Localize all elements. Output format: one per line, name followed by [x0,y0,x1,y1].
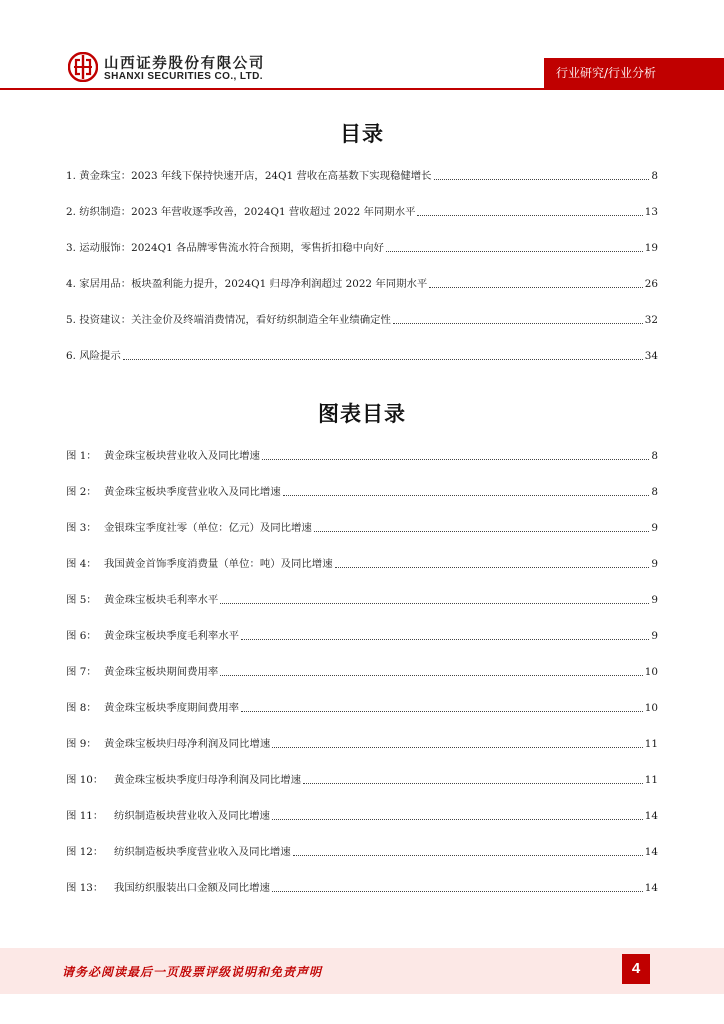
toc-item[interactable] [66,307,658,327]
figure-item[interactable] [66,659,658,679]
figure-number: 图 9： [66,738,97,750]
leader-dots [293,854,643,856]
figure-item[interactable] [66,587,658,607]
figure-item-page: 10 [644,702,658,714]
figure-item-page: 14 [644,810,658,822]
toc-item-text: 3. 运动服饰：2024Q1 各品牌零售流水符合预期，零售折扣稳中向好 [66,242,384,254]
page-footer [0,948,724,994]
figure-item-page: 9 [651,558,658,570]
leader-dots [272,890,643,892]
figure-item[interactable] [66,515,658,535]
figure-item-text: 黄金珠宝板块季度营业收入及同比增速 [104,486,281,498]
figure-list-title: 图表目录 [318,402,406,426]
leader-dots [393,322,643,324]
toc-item-text: 1. 黄金珠宝：2023 年线下保持快速开店，24Q1 营收在高基数下实现稳健增长 [66,170,432,182]
figure-item[interactable] [66,839,658,859]
figure-number: 图 5： [66,594,97,606]
figure-item-text: 黄金珠宝板块季度归母净利润及同比增速 [114,774,302,786]
figure-item-text: 黄金珠宝板块季度毛利率水平 [104,630,240,642]
figure-item-page: 14 [644,846,658,858]
leader-dots [314,530,650,532]
figure-number: 图 6： [66,630,97,642]
toc-item[interactable] [66,343,658,363]
company-logo-icon [68,52,98,82]
figure-item-page: 9 [651,594,658,606]
page-number: 4 [622,954,650,984]
figure-item-text: 黄金珠宝板块归母净利润及同比增速 [104,738,271,750]
figure-item[interactable] [66,551,658,571]
toc-item[interactable] [66,199,658,219]
leader-dots [241,710,643,712]
header-divider [0,88,724,90]
figure-item-text: 我国纺织服装出口金额及同比增速 [114,882,270,894]
figure-number: 图 8： [66,702,97,714]
figure-item-page: 10 [644,666,658,678]
toc-item-page: 34 [644,350,658,362]
figure-number: 图 10： [66,774,104,786]
leader-dots [220,674,642,676]
figure-item-page: 8 [651,486,658,498]
company-name-en: SHANXI SECURITIES CO., LTD. [104,71,263,82]
figure-number: 图 3： [66,522,97,534]
toc-item-text: 5. 投资建议：关注金价及终端消费情况，看好纺织制造全年业绩确定性 [66,314,391,326]
figure-item[interactable] [66,623,658,643]
figure-item-text: 黄金珠宝板块期间费用率 [104,666,219,678]
leader-dots [123,358,643,360]
figure-item-text: 黄金珠宝板块毛利率水平 [104,594,219,606]
figure-item[interactable] [66,695,658,715]
figure-item-text: 纺织制造板块季度营业收入及同比增速 [114,846,291,858]
figure-item-text: 金银珠宝季度社零（单位：亿元）及同比增速 [104,522,312,534]
figure-number: 图 11： [66,810,104,822]
leader-dots [303,782,643,784]
figure-item-page: 8 [651,450,658,462]
figure-item[interactable] [66,767,658,787]
leader-dots [434,178,650,180]
leader-dots [272,746,643,748]
figure-item-text: 黄金珠宝板块季度期间费用率 [104,702,240,714]
leader-dots [429,286,642,288]
toc-item-text: 2. 纺织制造：2023 年营收逐季改善，2024Q1 营收超过 2022 年同期水平 [66,206,416,218]
leader-dots [335,566,650,568]
toc-item-page: 26 [644,278,658,290]
leader-dots [386,250,643,252]
figure-item-text: 黄金珠宝板块营业收入及同比增速 [104,450,260,462]
leader-dots [272,818,643,820]
leader-dots [262,458,650,460]
figure-number: 图 7： [66,666,97,678]
figure-item[interactable] [66,731,658,751]
figure-item-page: 11 [644,738,658,750]
toc-item-page: 32 [644,314,658,326]
figure-item[interactable] [66,875,658,895]
figure-item-page: 9 [651,630,658,642]
leader-dots [241,638,649,640]
figure-item[interactable] [66,443,658,463]
toc-item-page: 13 [644,206,658,218]
leader-dots [220,602,649,604]
toc-item-page: 19 [644,242,658,254]
toc-item-text: 4. 家居用品：板块盈利能力提升，2024Q1 归母净利润超过 2022 年同期水平 [66,278,428,290]
figure-item[interactable] [66,803,658,823]
figure-number: 图 13： [66,882,104,894]
page-header [0,0,724,100]
company-name-cn: 山西证券股份有限公司 [104,56,265,72]
toc-item[interactable] [66,271,658,291]
toc-item[interactable] [66,235,658,255]
leader-dots [417,214,642,216]
leader-dots [283,494,650,496]
toc-item-text: 6. 风险提示 [66,350,121,362]
figure-number: 图 4： [66,558,97,570]
report-category-tag: 行业研究/行业分析 [544,58,724,88]
figure-item-page: 11 [644,774,658,786]
figure-item-text: 纺织制造板块营业收入及同比增速 [114,810,270,822]
figure-item-page: 14 [644,882,658,894]
figure-number: 图 12： [66,846,104,858]
figure-item-page: 9 [651,522,658,534]
toc-title: 目录 [340,122,384,146]
disclaimer-notice: 请务必阅读最后一页股票评级说明和免责声明 [62,965,323,979]
toc-item[interactable] [66,163,658,183]
figure-number: 图 1： [66,450,97,462]
figure-item[interactable] [66,479,658,499]
toc-item-page: 8 [651,170,658,182]
figure-item-text: 我国黄金首饰季度消费量（单位：吨）及同比增速 [104,558,333,570]
figure-number: 图 2： [66,486,97,498]
